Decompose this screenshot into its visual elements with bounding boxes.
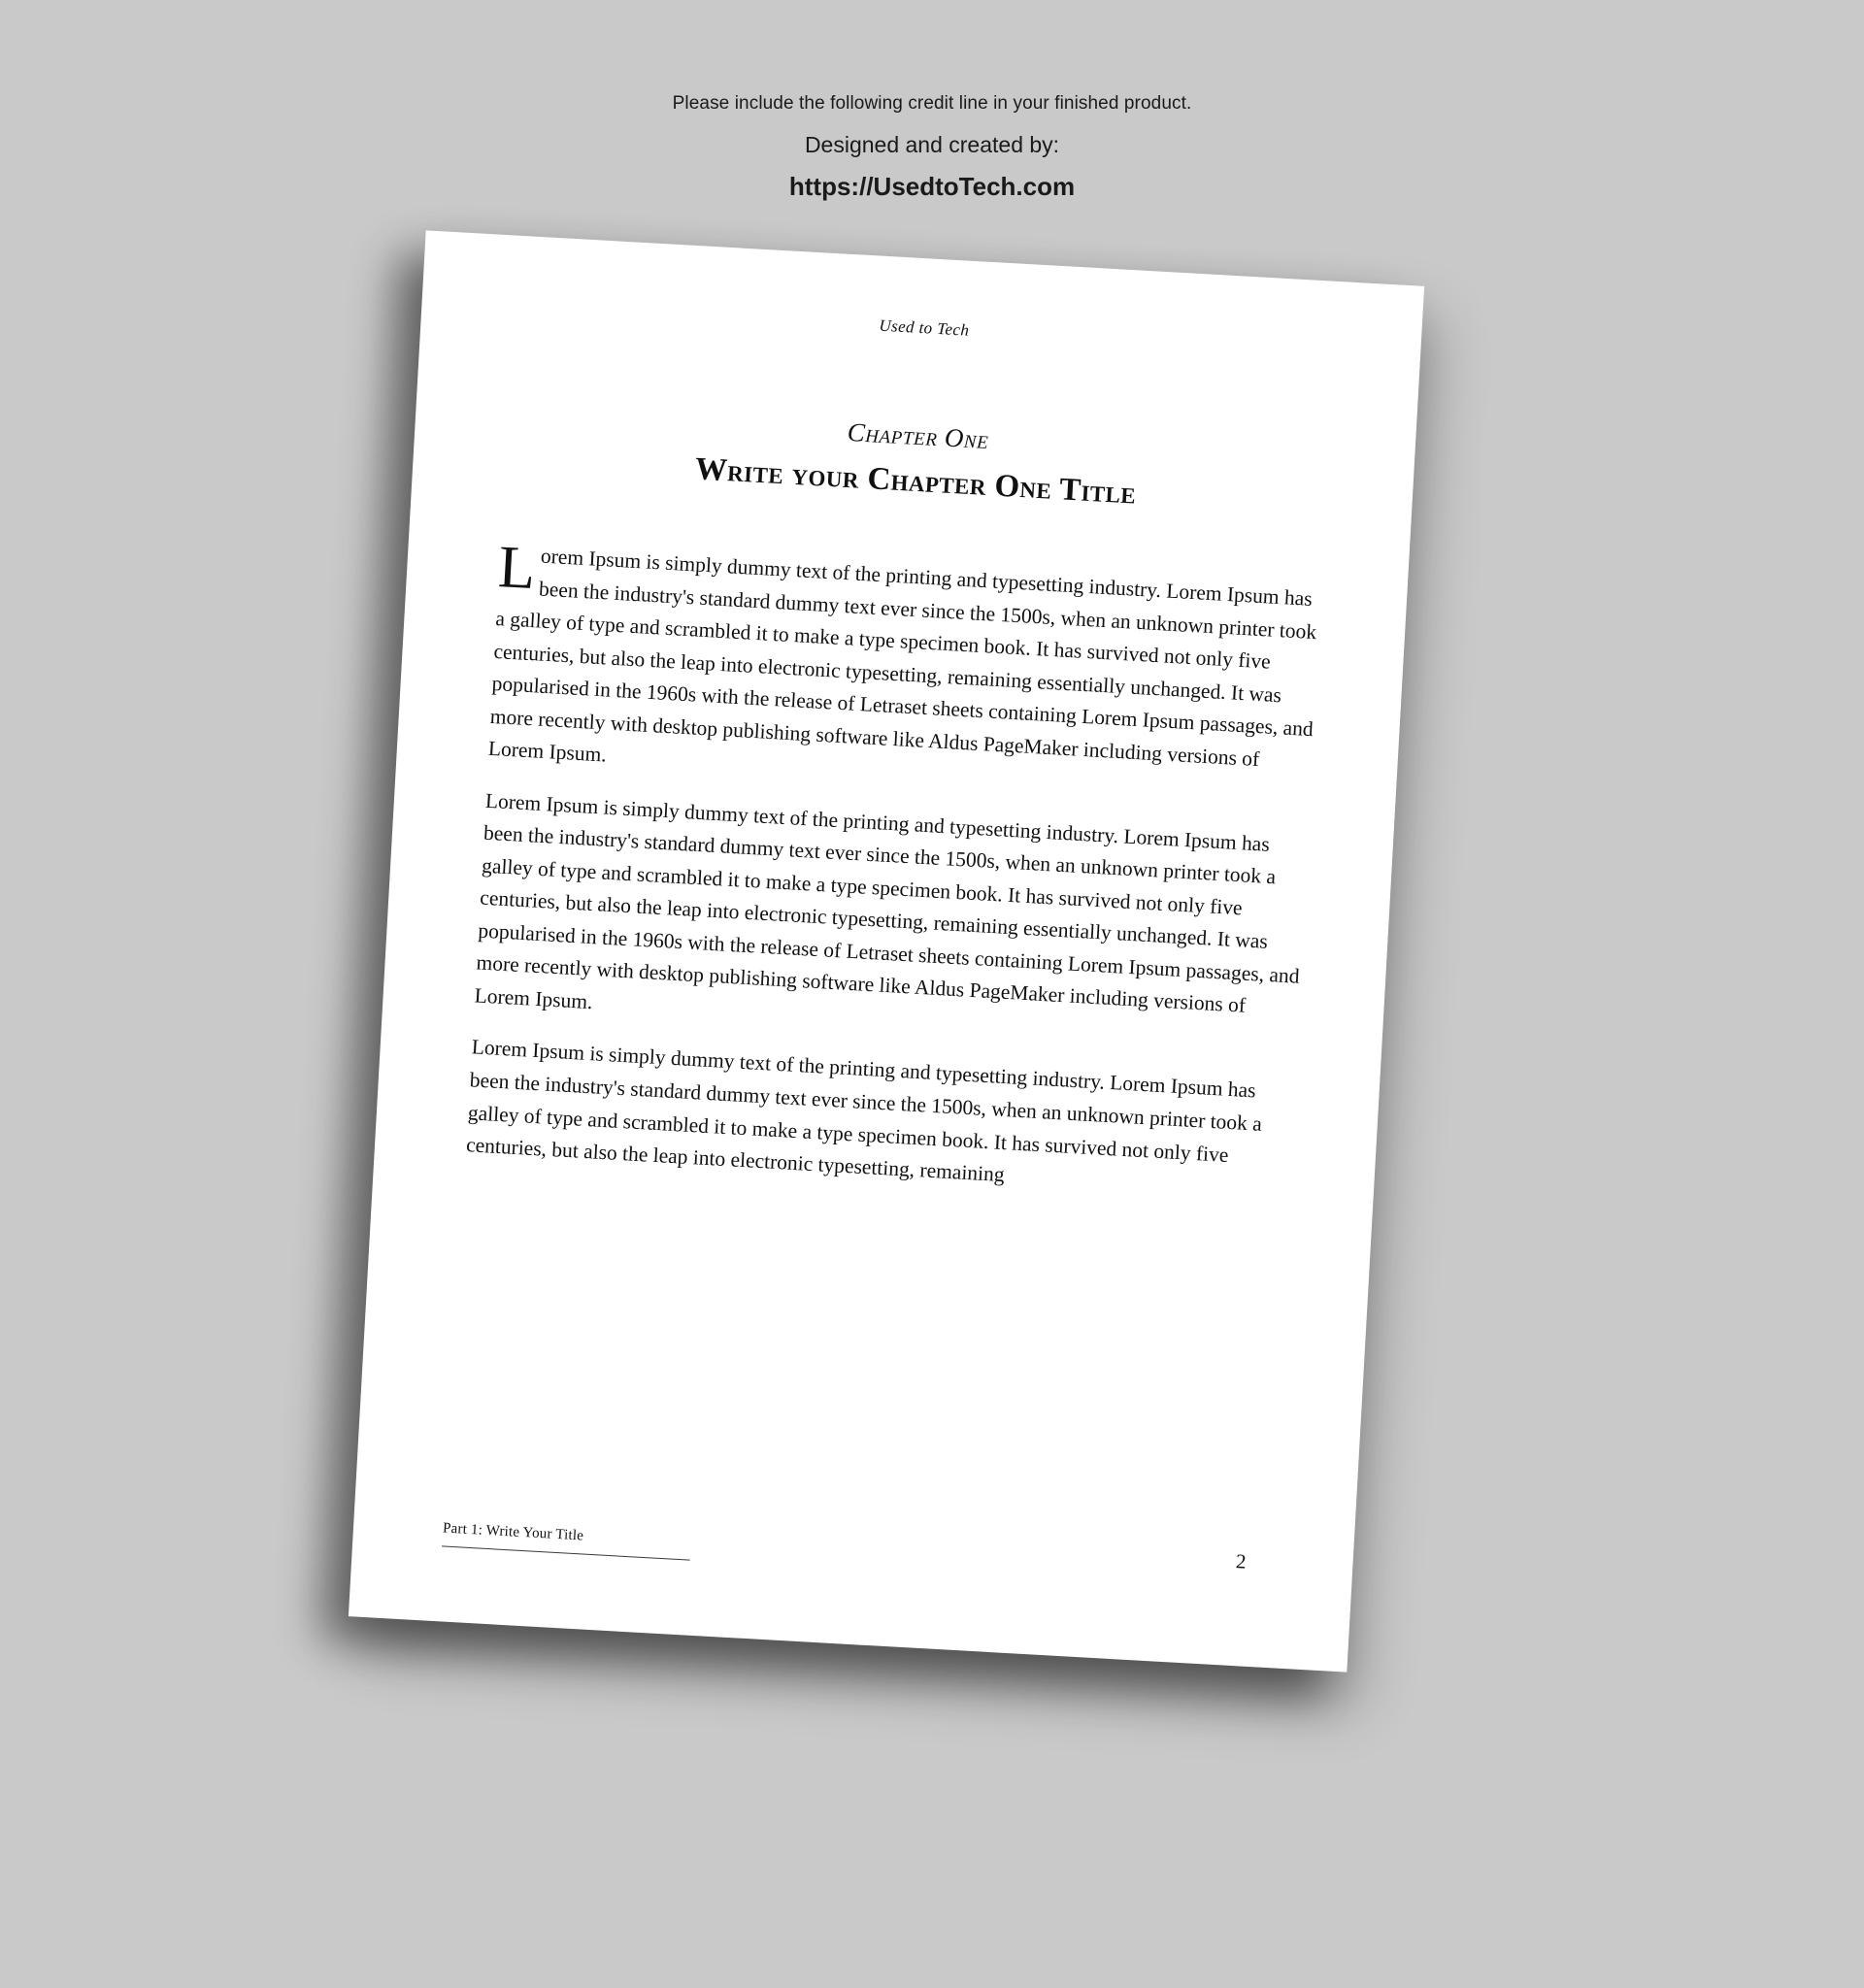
chapter-label: Chapter One [847, 416, 990, 455]
paragraph-1-text: orem Ipsum is simply dummy text of the printing and typesetting industry. Lorem Ipsum has been the industry's standard dummy text ever since the 1500s, when an unknown printer took a galley of type and scrambled it to make a type specimen book. It has survived not only five centuries, but also the leap into electronic typesetting, remaining essentially unchanged. It was popularised in the 1960s with the release of Letraset sheets containing Lorem Ipsum passages, and more recently with desktop publishing software like Aldus PageMaker including versions of Lorem Ipsum. [487, 544, 1317, 771]
credit-line-instruction: Please include the following credit line in your finished product. [672, 93, 1192, 114]
document-page [349, 230, 1424, 1672]
credit-block [0, 93, 1864, 202]
paragraph-2: Lorem Ipsum is simply dummy text of the printing and typesetting industry. Lorem Ipsum has been the industry's standard dummy text ever since the 1500s, when an unknown printer took a galley of type and scrambled it to make a type specimen book. It has survived not only five centuries, but also the leap into electronic typesetting, remaining essentially unchanged. It was popularised in the 1960s with the release of Letraset sheets containing Lorem Ipsum passages, and more recently with desktop publishing software like Aldus PageMaker including versions of Lorem Ipsum. [474, 788, 1301, 1018]
footer-part-label: Part 1: Write Your Title [442, 1520, 584, 1544]
drop-cap: L [496, 534, 538, 603]
credit-line-designed-by: Designed and created by: [804, 132, 1060, 157]
paragraph-1 [487, 534, 1324, 812]
page-title: Write your Chapter One Title [693, 451, 1138, 512]
running-head: Used to Tech [878, 315, 970, 340]
credit-line-website: https://UsedtoTech.com [788, 172, 1076, 201]
body-text [464, 534, 1324, 1227]
footer-divider [442, 1545, 690, 1560]
document-page-wrapper [349, 230, 1424, 1672]
page-content-area [438, 236, 1341, 1668]
paragraph-3: Lorem Ipsum is simply dummy text of the printing and typesetting industry. Lorem Ipsum has been the industry's standard dummy text ever since the 1500s, when an unknown printer took a galley of type and scrambled it to make a type specimen book. It has survived not only five centuries, but also the leap into electronic typesetting, remaining [465, 1035, 1263, 1187]
page-footer [441, 1520, 1269, 1605]
page-number: 2 [1235, 1549, 1248, 1574]
